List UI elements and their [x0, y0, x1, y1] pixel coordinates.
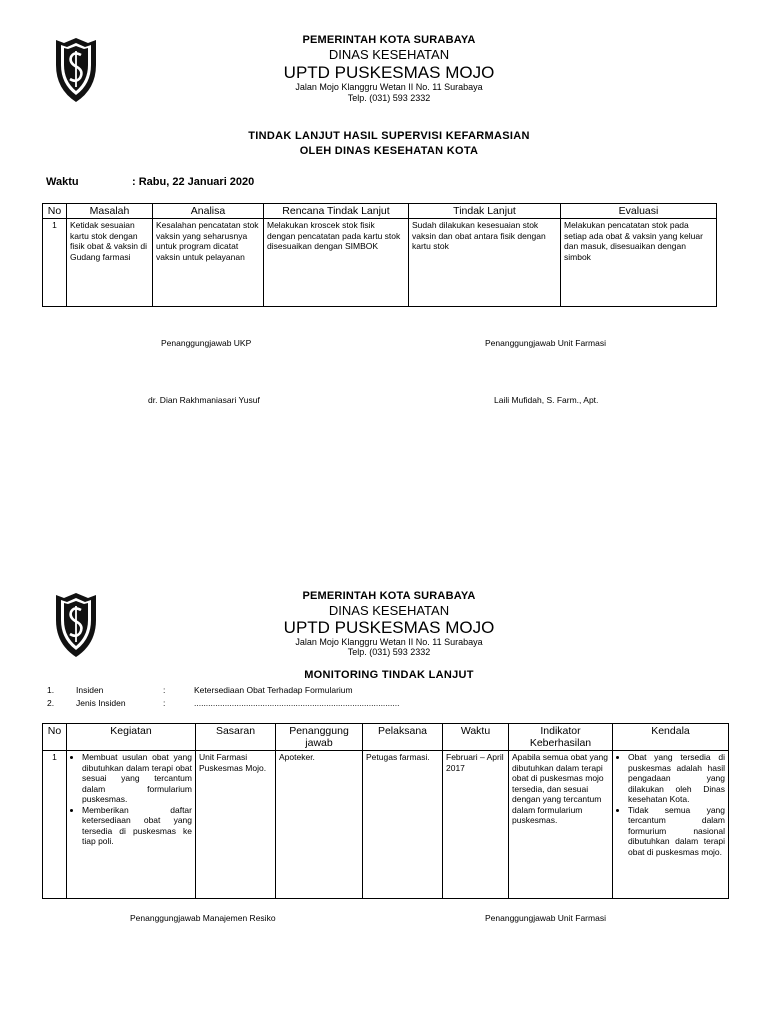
col-no: No	[43, 724, 67, 751]
header-phone: Telp. (031) 593 2332	[347, 647, 431, 657]
item-label: Jenis Insiden	[76, 698, 126, 708]
col-analisa: Analisa	[153, 204, 264, 219]
doc-title-line1: TINDAK LANJUT HASIL SUPERVISI KEFARMASIAN	[248, 130, 530, 142]
item-value: Ketersediaan Obat Terhadap Formularium	[194, 685, 353, 695]
item-num: 2.	[47, 698, 55, 708]
sign-right-title: Penanggungjawab Unit Farmasi	[485, 338, 606, 348]
header-dept: DINAS KESEHATAN	[328, 47, 450, 62]
col-penanggung: Penanggung jawab	[276, 724, 363, 751]
item-value: .......................................................................................	[194, 698, 400, 708]
col-kendala: Kendala	[613, 724, 729, 751]
doc-title-line2: OLEH DINAS KESEHATAN KOTA	[299, 145, 479, 157]
cell-kendala	[613, 751, 729, 899]
sign-left-name: dr. Dian Rakhmaniasari Yusuf	[148, 395, 260, 405]
cell-analisa: Kesalahan pencatatan stok vaksin yang seharusnya untuk program dicatat vaksin untuk pelayanan	[153, 219, 264, 307]
col-tindak: Tindak Lanjut	[409, 204, 561, 219]
cell-sasaran: Unit Farmasi Puskesmas Mojo.	[196, 751, 276, 899]
cell-rencana: Melakukan kroscek stok fisik dengan pencatatan pada kartu stok disesuaikan dengan SIMBOK	[264, 219, 409, 307]
col-masalah: Masalah	[67, 204, 153, 219]
col-kegiatan: Kegiatan	[67, 724, 196, 751]
header-unit: UPTD PUSKESMAS MOJO	[283, 618, 495, 637]
cell-no: 1	[43, 751, 67, 899]
cell-pelaksana: Petugas farmasi.	[363, 751, 443, 899]
item-label: Insiden	[76, 685, 104, 695]
table-row	[43, 219, 717, 307]
col-sasaran: Sasaran	[196, 724, 276, 751]
cell-penanggung: Apoteker.	[276, 751, 363, 899]
cell-no: 1	[43, 219, 67, 307]
col-evaluasi: Evaluasi	[561, 204, 717, 219]
item-colon: :	[163, 698, 166, 708]
table-header-row	[43, 724, 729, 751]
cell-tindak: Sudah dilakukan kesesuaian stok vaksin dan obat antara fisik dengan kartu stok	[409, 219, 561, 307]
monitoring-title: MONITORING TINDAK LANJUT	[304, 669, 474, 681]
table-row	[43, 751, 729, 899]
monitoring-table	[42, 723, 729, 899]
header-address: Jalan Mojo Klanggru Wetan II No. 11 Surabaya	[295, 637, 483, 647]
cell-waktu: Februari – April 2017	[443, 751, 509, 899]
cell-evaluasi: Melakukan pencatatan stok pada setiap ada obat & vaksin yang keluar dan masuk, disesuaikan dengan simbok	[561, 219, 717, 307]
header-dept: DINAS KESEHATAN	[328, 603, 450, 618]
header-gov: PEMERINTAH KOTA SURABAYA	[302, 590, 476, 602]
waktu-value: : Rabu, 22 Januari 2020	[132, 176, 255, 188]
sign-left-title: Penanggungjawab Manajemen Resiko	[130, 913, 276, 923]
header-phone: Telp. (031) 593 2332	[347, 93, 431, 103]
col-pelaksana: Pelaksana	[363, 724, 443, 751]
sign-right-title: Penanggungjawab Unit Farmasi	[485, 913, 606, 923]
item-colon: :	[163, 685, 166, 695]
item-num: 1.	[47, 685, 55, 695]
col-waktu: Waktu	[443, 724, 509, 751]
table-header-row	[43, 204, 717, 219]
header-address: Jalan Mojo Klanggru Wetan II No. 11 Surabaya	[295, 82, 483, 92]
col-no: No	[43, 204, 67, 219]
cell-indikator: Apabila semua obat yang dibutuhkan dalam terapi obat di puskesmas mojo tersedia, dan sesuai dengan yang tercantum dalam formularium puskesmas.	[509, 751, 613, 899]
waktu-label: Waktu	[46, 176, 79, 188]
list-item: • Memberikan daftar ketersediaan obat yang tersedia di puskesmas ke tiap poli.	[82, 805, 192, 847]
col-rencana: Rencana Tindak Lanjut	[264, 204, 409, 219]
header-gov: PEMERINTAH KOTA SURABAYA	[302, 34, 476, 46]
supervision-table	[42, 203, 717, 307]
list-item: • Obat yang tersedia di puskesmas adalah hasil pengadaan yang dilakukan oleh Dinas kesehatan Kota.	[628, 752, 725, 805]
cell-kegiatan	[67, 751, 196, 899]
col-indikator: Indikator Keberhasilan	[509, 724, 613, 751]
list-item: • Membuat usulan obat yang dibutuhkan dalam terapi obat sesuai yang tercantum dalam formularium puskesmas.	[82, 752, 192, 805]
header-unit: UPTD PUSKESMAS MOJO	[283, 63, 495, 82]
list-item: • Tidak semua yang tercantum dalam formurium nasional dibutuhkan dalam terapi obat di puskesmas mojo.	[628, 805, 725, 858]
sign-left-title: Penanggungjawab UKP	[161, 338, 252, 348]
sign-right-name: Laili Mufidah, S. Farm., Apt.	[494, 395, 599, 405]
cell-masalah: Ketidak sesuaian kartu stok dengan fisik obat & vaksin di Gudang farmasi	[67, 219, 153, 307]
